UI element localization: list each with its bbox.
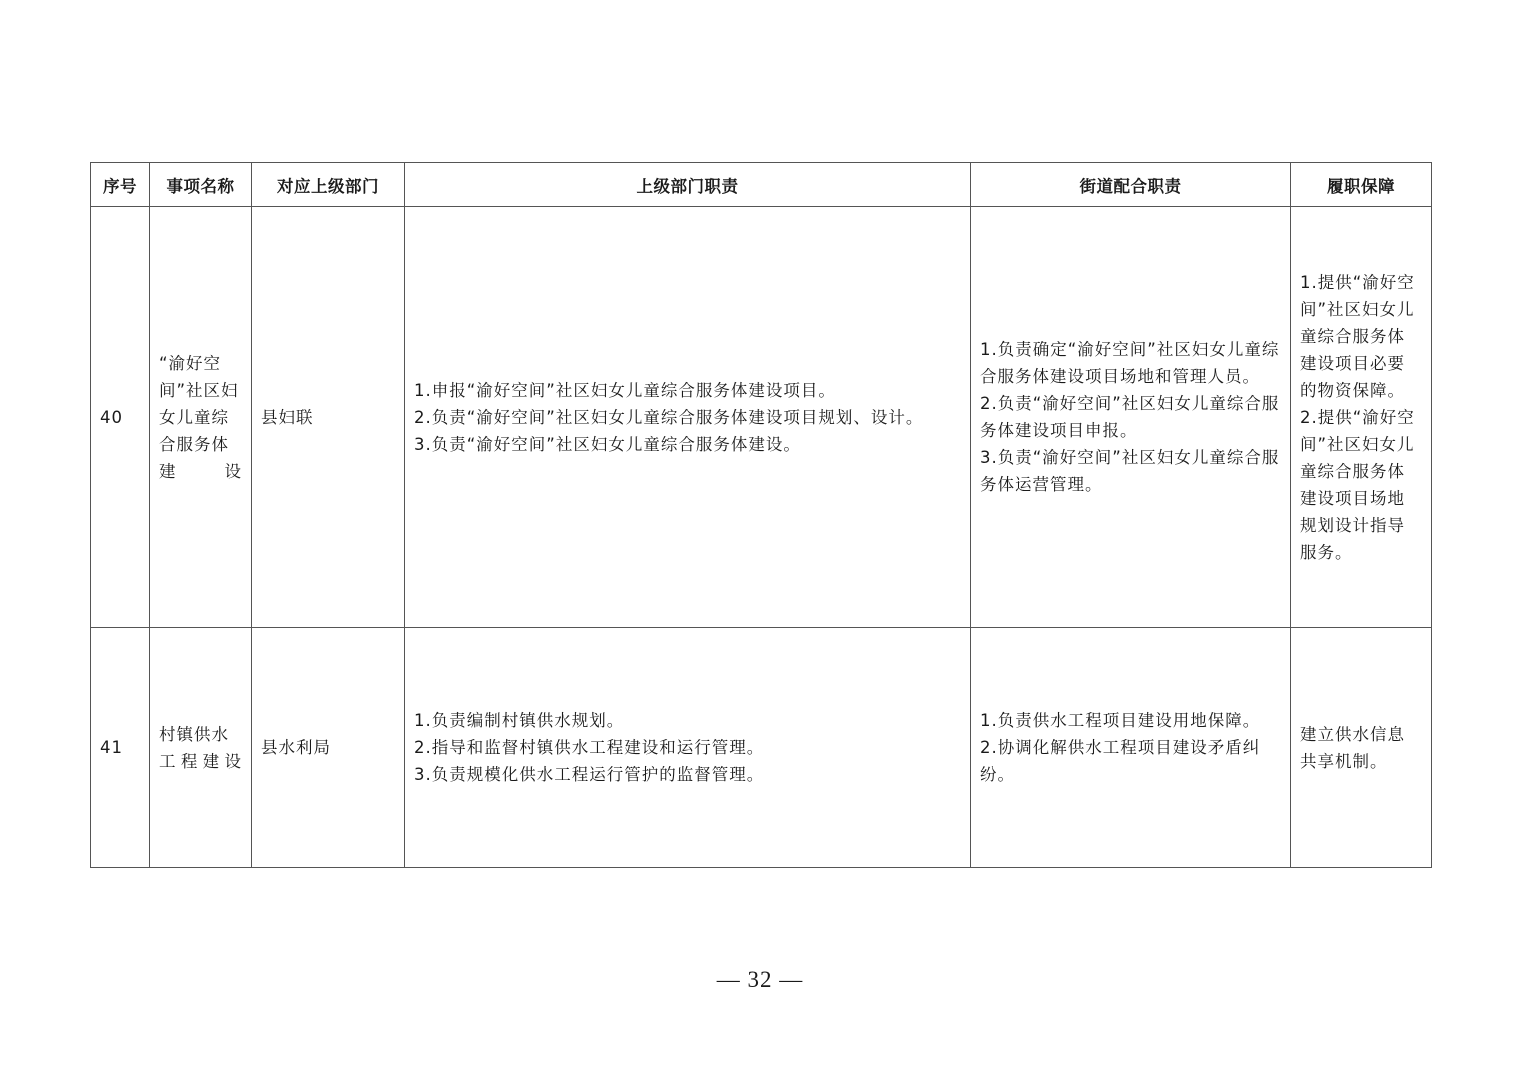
duty-line: 3.负责规模化供水工程运行管护的监督管理。 [414,765,765,784]
row-street-duties [971,628,1291,868]
duty-line: 2.负责“渝好空间”社区妇女儿童综合服务体建设项目申报。 [980,394,1280,440]
duty-line: 1.负责确定“渝好空间”社区妇女儿童综合服务体建设项目场地和管理人员。 [980,340,1280,386]
row-seq: 40 [91,207,150,628]
row-item-name: 村镇供水工程建设 [150,628,252,868]
row-superior-duties [405,207,971,628]
guarantee-line: 1.提供“渝好空间”社区妇女儿童综合服务体建设项目必要的物资保障。 [1300,272,1415,400]
duty-line: 2.协调化解供水工程项目建设矛盾纠纷。 [980,738,1261,784]
row-guarantee [1291,207,1432,628]
duty-line: 3.负责“渝好空间”社区妇女儿童综合服务体运营管理。 [980,448,1280,494]
table-row [91,628,1432,868]
row-superior-dept: 县妇联 [252,207,405,628]
duty-line: 1.负责供水工程项目建设用地保障。 [980,711,1261,730]
duty-line: 1.负责编制村镇供水规划。 [414,711,625,730]
duty-line: 3.负责“渝好空间”社区妇女儿童综合服务体建设。 [414,434,801,454]
row-seq: 41 [91,628,150,868]
header-seq: 序号 [91,163,150,207]
row-street-duties [971,207,1291,628]
duty-line: 2.指导和监督村镇供水工程建设和运行管理。 [414,738,765,757]
header-guarantee: 履职保障 [1291,163,1432,207]
row-superior-dept: 县水利局 [252,628,405,868]
duty-line: 2.负责“渝好空间”社区妇女儿童综合服务体建设项目规划、设计。 [414,407,924,427]
duty-table [90,162,1432,868]
row-item-name: “渝好空间”社区妇女儿童综合服务体建设 [150,207,252,628]
header-superior-duties: 上级部门职责 [405,163,971,207]
page-number: — 32 — [716,967,804,992]
guarantee-line: 建立供水信息共享机制。 [1300,724,1405,771]
guarantee-line: 2.提供“渝好空间”社区妇女儿童综合服务体建设项目场地规划设计指导服务。 [1300,407,1415,562]
row-superior-duties [405,628,971,868]
header-street-duties: 街道配合职责 [971,163,1291,207]
table-row [91,207,1432,628]
header-item-name: 事项名称 [150,163,252,207]
header-superior-dept: 对应上级部门 [252,163,405,207]
duty-line: 1.申报“渝好空间”社区妇女儿童综合服务体建设项目。 [414,380,836,400]
table-header-row [91,163,1432,207]
row-guarantee [1291,628,1432,868]
